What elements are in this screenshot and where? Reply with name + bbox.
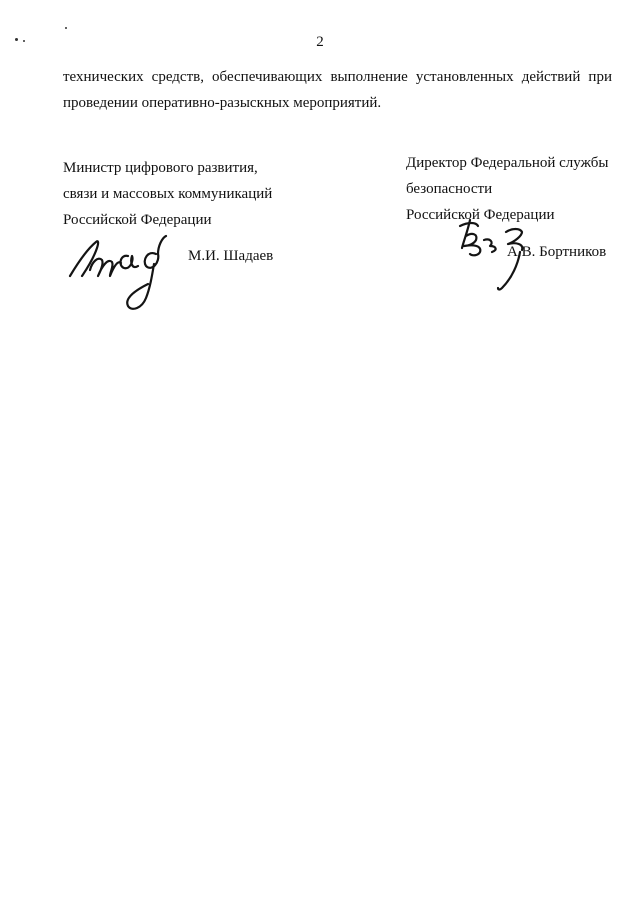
page-number: 2 [316, 34, 324, 50]
minister-title-line-2: связи и массовых коммуникаций [63, 186, 273, 202]
body-paragraph [63, 64, 612, 116]
scan-speck [65, 27, 67, 29]
minister-name: М.И. Шадаев [188, 248, 274, 264]
minister-handwritten-signature [66, 232, 176, 314]
minister-signature-block [63, 155, 272, 233]
body-line-2: проведении оперативно-разыскных мероприятий. [63, 95, 382, 111]
fsb-director-name: А.В. Бортников [507, 244, 607, 260]
minister-title-line-1: Министр цифрового развития, [63, 160, 258, 176]
body-line-1: технических средств, обеспечивающих выполнение установленных действий при [63, 69, 612, 85]
director-title-line-3: Российской Федерации [406, 207, 555, 223]
fsb-director-handwritten-signature [450, 216, 540, 296]
director-title-line-1: Директор Федеральной службы [406, 155, 609, 171]
director-title-line-2: безопасности [406, 181, 493, 197]
minister-title-line-3: Российской Федерации [63, 212, 212, 228]
